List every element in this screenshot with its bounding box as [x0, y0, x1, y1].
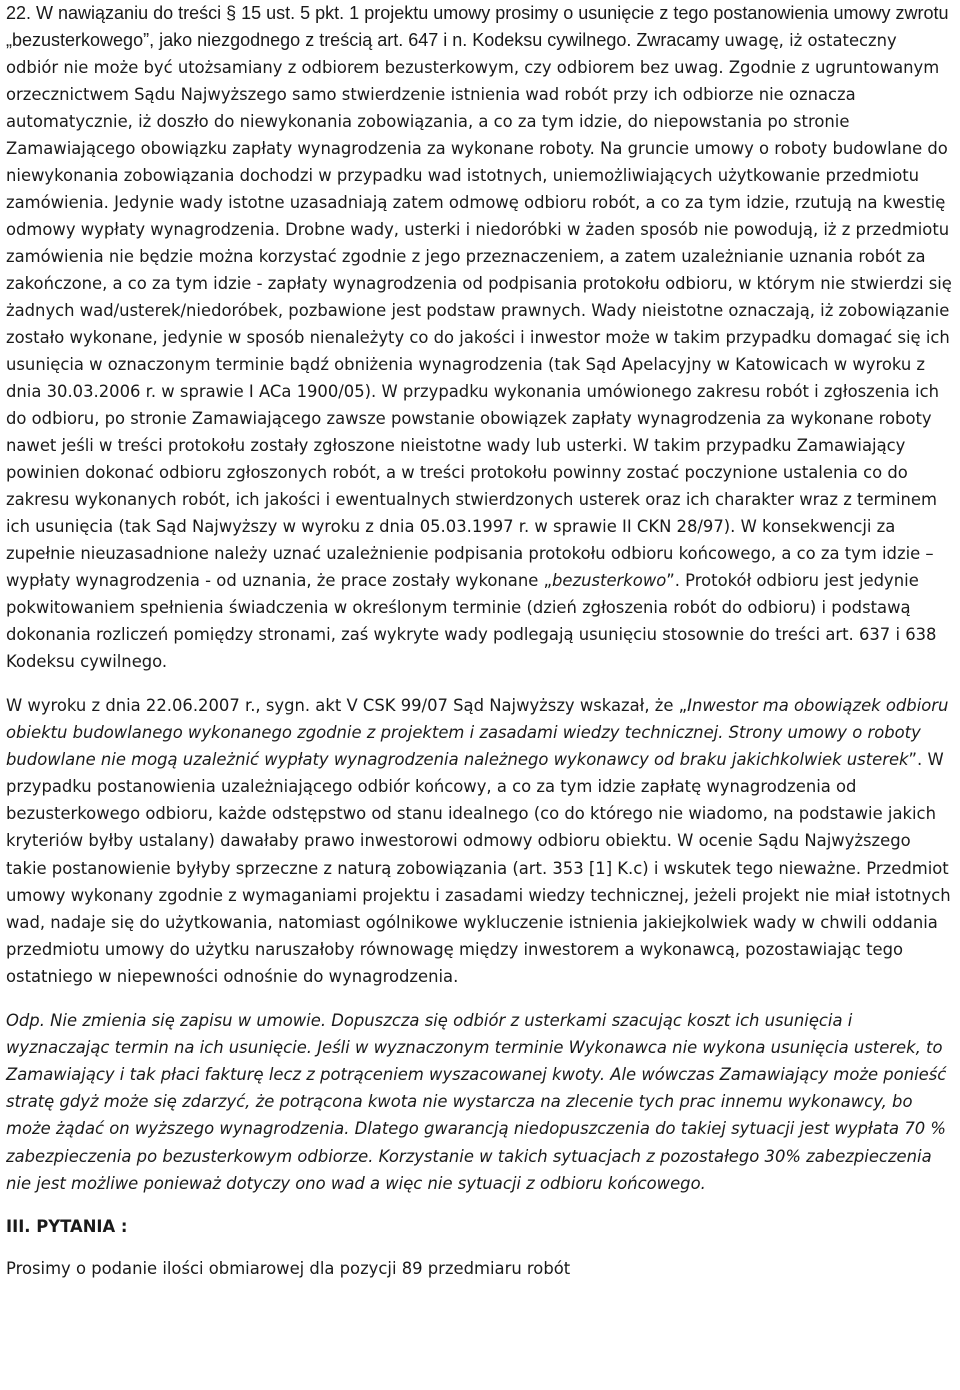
item-22-tail: ”. Protokół odbioru jest jedynie pokwitowaniem spełnienia świadczenia w określonym terminie (dzień zgłoszenia robót do odbioru) i podstawą dokonania rozliczeń pomiędzy stronami, zaś wykryte wady podlegają usunięciu stosownie do treści art. 637 i 638 Kodeksu cywilnego.: [6, 571, 937, 671]
section-heading: III. PYTANIA :: [6, 1216, 128, 1236]
document-page: [6, 0, 952, 1282]
item-22-body: uwagę, iż ostateczny odbiór nie może być utożsamiany z odbiorem bezusterkowym, czy odbiorem bez uwag. Zgodnie z ugruntowanym orzecznictwem Sądu Najwyższego samo stwierdzenie istnienia wad robót przy ich odbiorze nie oznacza automatycznie, iż doszło do niewykonania zobowiązania, a co za tym idzie, do niepowstania po stronie Zamawiającego obowiązku zapłaty wynagrodzenia za wykonane roboty. Na gruncie umowy o roboty budowlane do niewykonania zobowiązania dochodzi w przypadku wad istotnych, uniemożliwiających użytkowanie przedmiotu zamówienia. Jedynie wady istotne uzasadniają zatem odmowę odbioru robót, a co za tym idzie, rzutują na kwestię odmowy wypłaty wynagrodzenia. Drobne wady, usterki i niedoróbki w żaden sposób nie powodują, iż z przedmiotu zamówienia nie będzie można korzystać zgodnie z jego przeznaczeniem, a zatem uzależnianie uznania robót za zakończone, a co za tym idzie - zapłaty wynagrodzenia od podpisania protokołu odbioru, w którym nie stwierdzi się żadnych wad/usterek/niedoróbek, pozbawione jest podstaw prawnych. Wady nieistotne oznaczają, iż zobowiązanie zostało wykonane, jedynie w sposób nienależyty co do jakości i inwestor może w takim przypadku domagać się ich usunięcia w oznaczonym terminie bądź obniżenia wynagrodzenia (tak Sąd Apelacyjny w Katowicach w wyroku z dnia 30.03.2006 r. w sprawie I ACa 1900/05). W przypadku wykonania umówionego zakresu robót i zgłoszenia ich do odbioru, po stronie Zamawiającego zawsze powstanie obowiązek zapłaty wynagrodzenia za wykonane roboty nawet jeśli w treści protokołu zostały zgłoszone nieistotne wady lub usterki. W takim przypadku Zamawiający powinien dokonać odbioru zgłoszonych robót, a w treści protokołu powinny zostać poczynione ustalenia co do zakresu wykonanych robót, ich jakości i ewentualnych stwierdzonych usterek oraz ich charakter wraz z terminem ich usunięcia (tak Sąd Najwyższy w wyroku z dnia 05.03.1997 r. w sprawie II CKN 28/97). W konsekwencji za zupełnie nieuzasadnione należy uznać uzależnienie podpisania protokołu odbioru końcowego, a co za tym idzie – wypłaty wynagrodzenia - od uznania, że prace zostały wykonane „: [6, 31, 952, 590]
paragraph-judgment: [6, 692, 952, 990]
item-22-italic-word: bezusterkowo: [552, 571, 667, 590]
item-22-lead: 22. W nawiązaniu do treści § 15 ust. 5 pkt. 1 projektu umowy prosimy o usunięcie z tego postanowienia umowy zwrotu „bezusterkowego”, jako niezgodnego z treścią art. 647 i n. Kodeksu cywilnego. Zwracamy: [6, 3, 949, 50]
question-text: Prosimy o podanie ilości obmiarowej dla pozycji 89 przedmiaru robót: [6, 1258, 571, 1278]
paragraph-item-22: [6, 0, 952, 675]
paragraph-answer: Odp. Nie zmienia się zapisu w umowie. Dopuszcza się odbiór z usterkami szacując koszt ich usunięcia i wyznaczając termin na ich usunięcie. Jeśli w wyznaczonym terminie Wykonawca nie wykona usunięcia usterek, to Zamawiający i tak płaci fakturę lecz z potrąceniem wyszacowanej kwoty. Ale wówczas Zamawiający może ponieść stratę gdyż może się zdarzyć, że potrącona kwota nie wystarcza na zlecenie tych prac innemu wykonawcy, bo może żądać on wyższego wynagrodzenia. Dlatego gwarancją niedopuszczenia do takiej sytuacji jest wypłata 70 % zabezpieczenia po bezusterkowym odbiorze. Korzystanie w takich sytuacjach z pozostałego 30% zabezpieczenia nie jest możliwe ponieważ dotyczy ono wad a więc nie sytuacji z odbioru końcowego.: [6, 1011, 947, 1193]
judgment-quote: Inwestor ma obowiązek odbioru obiektu budowlanego wykonanego zgodnie z projektem i zasadami wiedzy technicznej. Strony umowy o roboty budowlane nie mogą uzależnić wypłaty wynagrodzenia należnego wykonawcy od braku jakichkolwiek usterek: [6, 696, 949, 770]
judgment-intro: W wyroku z dnia 22.06.2007 r., sygn. akt V CSK 99/07 Sąd Najwyższy wskazał, że „: [6, 696, 688, 715]
judgment-rest: ”. W przypadku postanowienia uzależniającego odbiór końcowy, a co za tym idzie zapłatę wynagrodzenia od bezusterkowego odbioru, każde odstępstwo od stanu idealnego (co do którego nie wiadomo, na podstawie jakich kryteriów byłby ustalany) dawałaby prawo inwestorowi odmowy odbioru obiektu. W ocenie Sądu Najwyższego takie postanowienie byłyby sprzeczne z naturą zobowiązania (art. 353 [1] K.c) i wskutek tego nieważne. Przedmiot umowy wykonany zgodnie z wymaganiami projektu i zasadami wiedzy technicznej, jeżeli projekt nie miał istotnych wad, nadaje się do użytkowania, natomiast ogólnikowe wykluczenie istnienia jakiejkolwiek wady w chwili oddania przedmiotu umowy do użytku naruszałoby równowagę między inwestorem a wykonawcą, pozostawiając tego ostatniego w niepewności odnośnie do wynagrodzenia.: [6, 750, 951, 986]
